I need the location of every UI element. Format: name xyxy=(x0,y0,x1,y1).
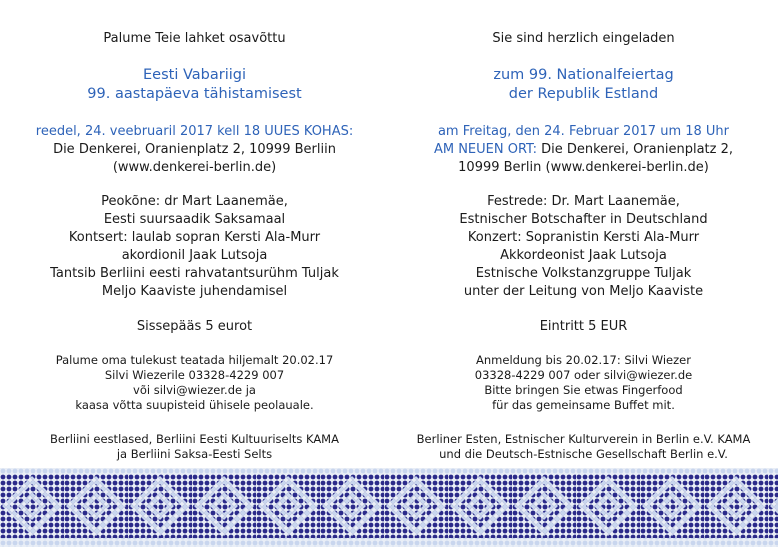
date-line: am Freitag, den 24. Februar 2017 um 18 Uhr xyxy=(437,124,730,139)
program-line: Tantsib Berliini eesti rahvatantsurühm Tuljak xyxy=(50,266,339,281)
registration-line: Silvi Wiezerile 03328-4229 007 xyxy=(104,368,285,382)
invite-text: Sie sind herzlich eingeladen xyxy=(492,31,675,46)
registration-line: für das gemeinsame Buffet mit. xyxy=(492,398,675,412)
program-line: Kontsert: laulab sopran Kersti Ala-Murr xyxy=(68,230,321,245)
registration-line: Bitte bringen Sie etwas Fingerfood xyxy=(484,383,683,397)
program-line: Akkordeonist Jaak Lutsoja xyxy=(500,248,667,263)
registration-line: kaasa võtta suupisteid ühisele peolauale. xyxy=(75,398,314,412)
date-line: reedel, 24. veebruaril 2017 kell 18 UUES KOHAS: xyxy=(35,124,354,139)
organizers-line: und die Deutsch-Estnische Gesellschaft Berlin e.V. xyxy=(439,447,728,461)
venue-address: Die Denkerei, Oranienplatz 2, xyxy=(536,142,734,157)
program-line: Eesti suursaadik Saksamaal xyxy=(103,212,286,227)
registration-line: 03328-4229 007 oder silvi@wiezer.de xyxy=(474,368,693,382)
title-line-2: 99. aastapäeva tähistamisest xyxy=(87,86,302,102)
new-place-label: AM NEUEN ORT: xyxy=(433,142,537,157)
program-line: Konzert: Sopranistin Kersti Ala-Murr xyxy=(467,230,700,245)
entry-fee: Sissepääs 5 eurot xyxy=(136,319,253,334)
program-line: Estnische Volkstanzgruppe Tuljak xyxy=(475,266,692,281)
program-line: Estnischer Botschafter in Deutschland xyxy=(459,212,708,227)
venue-address-website: 10999 Berlin (www.denkerei-berlin.de) xyxy=(458,160,709,175)
program-line: unter der Leitung von Meljo Kaaviste xyxy=(463,284,704,299)
venue-address: Die Denkerei, Oranienplatz 2, 10999 Berliin xyxy=(53,142,336,157)
program-line: Meljo Kaaviste juhendamisel xyxy=(101,284,288,299)
venue-website: (www.denkerei-berlin.de) xyxy=(112,160,277,175)
program-line: Peokõne: dr Mart Laanemäe, xyxy=(101,194,288,209)
registration-line: Anmeldung bis 20.02.17: Silvi Wiezer xyxy=(476,353,691,367)
title-line-1: zum 99. Nationalfeiertag xyxy=(493,67,674,83)
beaded-band-image xyxy=(0,468,778,547)
program-line: akordionil Jaak Lutsoja xyxy=(121,248,268,263)
title-line-2: der Republik Estland xyxy=(508,86,659,102)
registration-line: või silvi@wiezer.de ja xyxy=(133,383,256,397)
registration-line: Palume oma tulekust teatada hiljemalt 20.02.17 xyxy=(55,353,334,367)
organizers-line: ja Berliini Saksa-Eesti Selts xyxy=(116,447,273,461)
title-line-1: Eesti Vabariigi xyxy=(143,67,246,83)
organizers-line: Berliini eestlased, Berliini Eesti Kultuuriselts KAMA xyxy=(50,432,339,446)
venue-address-line xyxy=(389,141,778,158)
organizers-line: Berliner Esten, Estnischer Kulturverein in Berlin e.V. KAMA xyxy=(416,432,751,446)
entry-fee: Eintritt 5 EUR xyxy=(539,319,628,334)
program-line: Festrede: Dr. Mart Laanemäe, xyxy=(487,194,680,209)
thanks-text: Palume Teie lahket osavõttu xyxy=(103,31,286,46)
